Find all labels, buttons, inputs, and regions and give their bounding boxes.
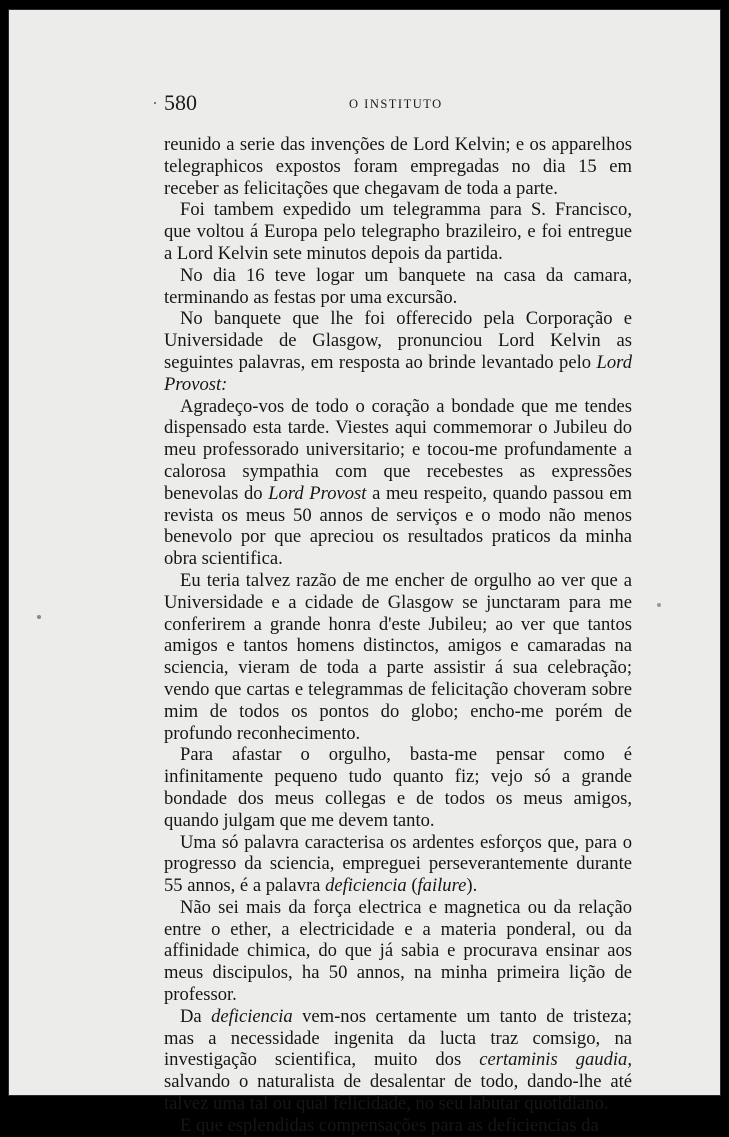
paragraph-text: a meu respeito, quando passou em revista os meus 50 annos de serviços e o modo não menos benevolo por que apreciou os resultados praticos da minha obra scientifica.	[164, 482, 633, 570]
body-text	[164, 134, 632, 1137]
paragraph-text: Da	[180, 1005, 212, 1027]
paragraph-text: (	[406, 875, 418, 897]
paragraph	[164, 832, 632, 897]
paragraph-text: ).	[466, 875, 478, 897]
ink-speck	[657, 603, 661, 607]
paragraph-text: vem-nos certamente um tanto de tristeza; mas a necessidade ingenita da lucta traz comsigo, na investigação scientifica, muito dos	[164, 1005, 632, 1071]
italic-text: failure	[417, 875, 467, 897]
ink-speck	[154, 102, 156, 104]
book-page	[8, 9, 721, 1136]
italic-text: Lord Provost	[268, 482, 367, 504]
paragraph	[164, 308, 632, 395]
paragraph-text: salvando o naturalista de desalentar de todo, dando-lhe até talvez uma tal ou qual felicidade, no seu labutar quotidiano.	[164, 1071, 632, 1115]
page-number: 580	[164, 90, 197, 115]
paragraph-text: No banquete que lhe foi offerecido pela Corporação e Universidade de Glasgow, pronunciou Lord Kelvin as seguintes palavras, em resposta ao brinde levantado pelo	[164, 308, 632, 373]
paragraph: Foi tambem expedido um telegramma para S. Francisco, que voltou á Europa pelo telegrapho brazileiro, e foi entregue a Lord Kelvin sete minutos depois da partida.	[164, 199, 632, 264]
paragraph-text: Uma só palavra caracterisa os ardentes esforços que, para o progresso da sciencia, empreguei perseverantemente durante 55 annos, é a palavra	[164, 831, 632, 897]
page-header	[164, 90, 609, 114]
italic-text: deficiencia	[211, 1005, 293, 1027]
italic-text: Lord Provost:	[164, 351, 632, 395]
paragraph	[164, 1006, 632, 1115]
paragraph: No dia 16 teve logar um banquete na casa da camara, terminando as festas por uma excursão.	[164, 264, 632, 308]
italic-text: deficiencia	[325, 875, 407, 897]
paragraph: Não sei mais da força electrica e magnetica ou da relação entre o ether, a electricidade e a materia ponderal, ou da affinidade chimica, do que já sabia e procurava ensinar aos meus discipulos, ha 50 annos, na minha primeira lição de professor.	[164, 896, 632, 1006]
paragraph	[164, 396, 632, 570]
italic-text: certaminis gaudia,	[479, 1049, 632, 1071]
paragraph-text: Agradeço-vos de todo o coração a bondade que me tendes dispensado esta tarde. Viestes aqui commemorar o Jubileu do meu professorado universitario; e tocou-me profundamente a calorosa sympathia com que recebestes as expressões benevolas do	[164, 395, 632, 504]
paragraph: Para afastar o orgulho, basta-me pensar como é infinitamente pequeno tudo quanto fiz; vejo só a grande bondade dos meus collegas e de todos os meus amigos, quando julgam que me devem tanto.	[164, 744, 632, 831]
paragraph: reunido a serie das invenções de Lord Kelvin; e os apparelhos telegraphicos expostos foram empregadas no dia 15 em receber as felicitações que chegavam de toda a parte.	[164, 134, 632, 199]
ink-speck	[37, 615, 41, 619]
paragraph: E que esplendidas compensações para as deficiencias da	[180, 1114, 599, 1136]
running-title: O INSTITUTO	[349, 97, 443, 111]
paragraph: Eu teria talvez razão de me encher de orgulho ao ver que a Universidade e a cidade de Glasgow se junctaram para me conferirem a grande honra d'este Jubileu; ao ver que tantos amigos e tantos homens distinctos, amigos e camaradas na sciencia, vieram de toda a parte assistir á sua celebração; vendo que cartas e telegrammas de felicitação choveram sobre mim de todos os pontos do globo; encho-me porém de profundo reconhecimento.	[164, 569, 632, 744]
